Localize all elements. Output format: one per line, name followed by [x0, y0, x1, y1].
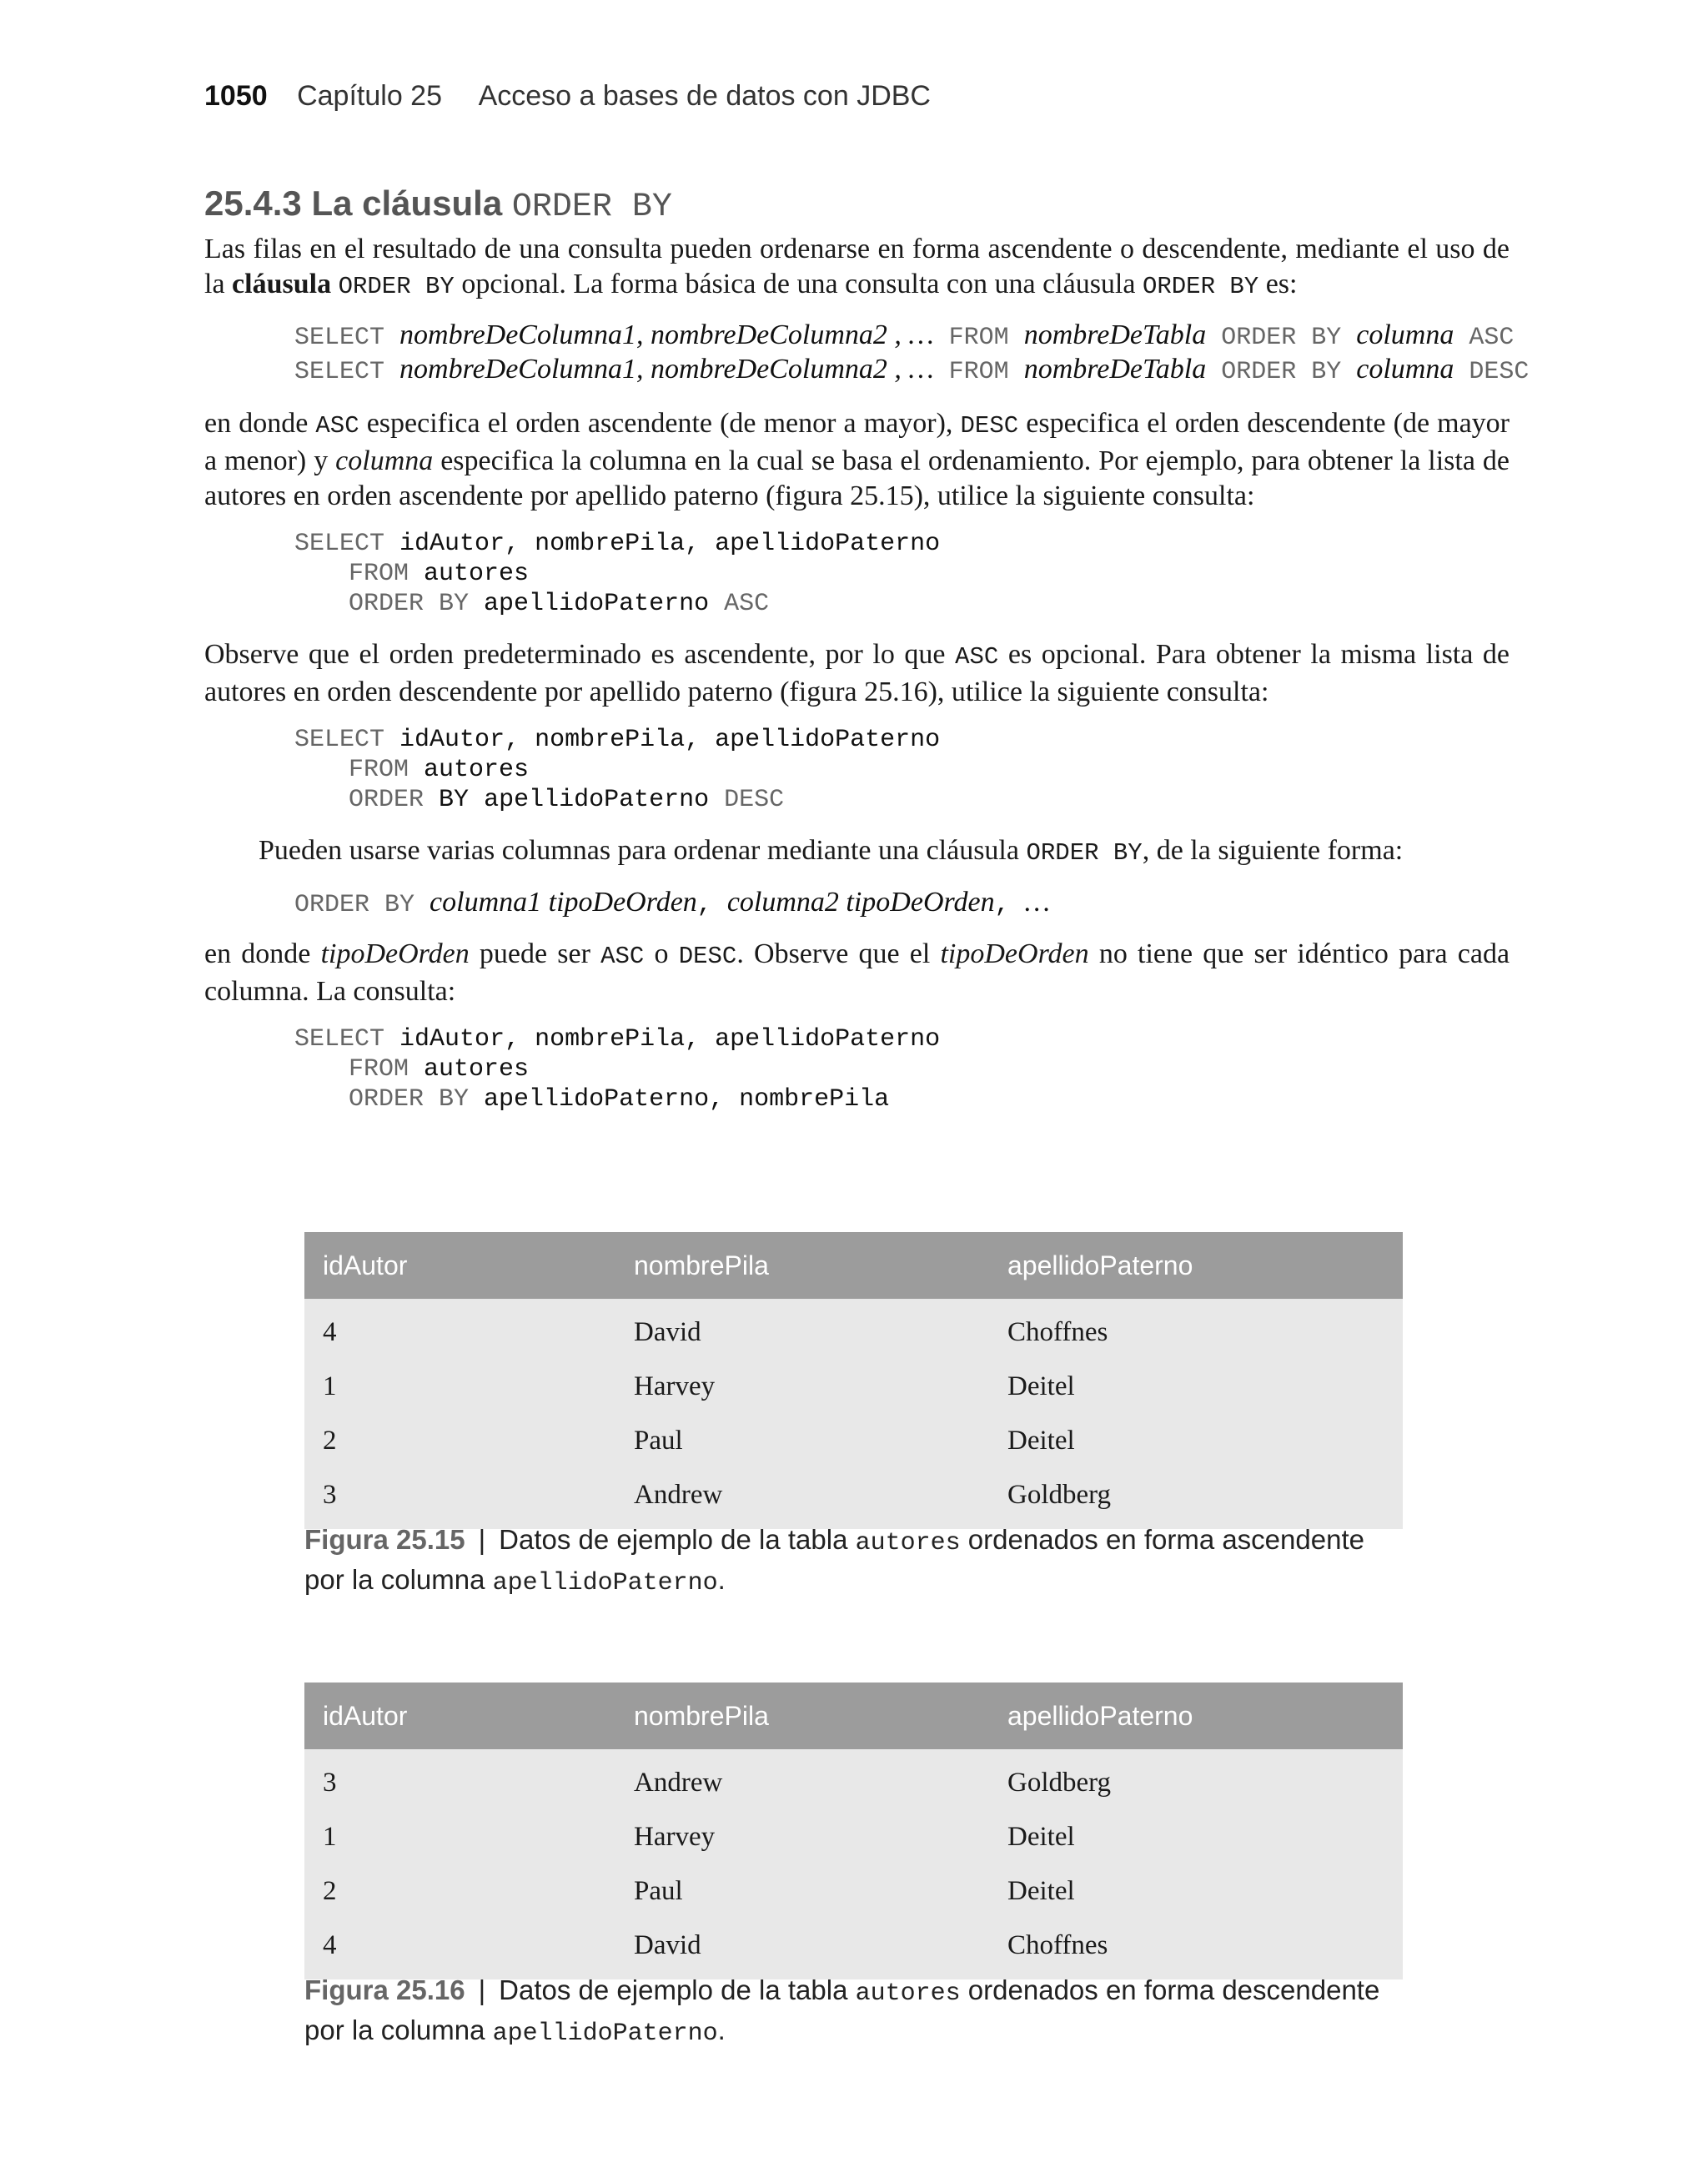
text-run: , de la siguiente forma: [1142, 835, 1404, 866]
section-heading-text: 25.4.3 La cláusula [204, 184, 503, 223]
inline-code: ASC [955, 643, 999, 671]
text-run: Pueden usarse varias columnas para ordenar mediante una cláusula [259, 835, 1027, 866]
c2: Andrew [634, 1480, 723, 1510]
table-row [304, 1864, 1403, 1919]
code-columns: idAutor, nombrePila, apellidoPaterno [399, 726, 941, 754]
kw-orderby: ORDER BY [294, 891, 415, 919]
syntax-columns: nombreDeColumna1, nombreDeColumna2 , … [399, 319, 934, 350]
syntax-block [204, 319, 1530, 388]
syntax-column: columna [1356, 319, 1454, 350]
kw-orderby: ORDER BY [1221, 324, 1342, 352]
text-run: ordenados en forma ascendente por la columna [304, 1524, 1364, 1595]
code-table: autores [424, 756, 530, 784]
caption-separator: | [478, 1974, 486, 2005]
table-row [304, 1756, 1403, 1810]
figure-caption-25-16 [304, 1972, 1389, 2052]
syntax-term: columna1 tipoDeOrden [430, 887, 697, 918]
chapter-title: Acceso a bases de datos con JDBC [478, 80, 931, 112]
chapter-label: Capítulo 25 [297, 80, 442, 112]
caption-label: Figura 25.15 [304, 1524, 465, 1555]
c1: 2 [323, 1426, 337, 1456]
inline-code: ORDER BY [1026, 839, 1143, 867]
table-row [304, 1414, 1403, 1468]
c2: Andrew [634, 1768, 723, 1798]
c1: 1 [323, 1371, 337, 1401]
code-block-asc [204, 529, 1510, 619]
paragraph-intro [204, 232, 1510, 304]
bold-term: cláusula [232, 269, 332, 299]
table-header [304, 1683, 1403, 1749]
header-apellidopaterno: apellidoPaterno [1007, 1250, 1193, 1280]
kw-orderby: ORDER BY [349, 1085, 470, 1114]
kw-asc: ASC [1469, 324, 1515, 352]
inline-code: apellidoPaterno [492, 1569, 718, 1597]
line [294, 755, 1510, 785]
section-heading-code: ORDER BY [511, 189, 672, 226]
header-nombrepila: nombrePila [634, 1700, 769, 1731]
caption-separator: | [478, 1524, 486, 1555]
code-order-column: apellidoPaterno [484, 786, 710, 814]
italic-term: tipoDeOrden [940, 938, 1089, 969]
c3: Goldberg [1007, 1480, 1112, 1510]
kw-order: ORDER [349, 786, 424, 814]
syntax-column: columna [1356, 354, 1454, 385]
c2: Harvey [634, 1371, 716, 1401]
inline-code: ORDER BY [1142, 273, 1259, 300]
c2: Paul [634, 1426, 683, 1456]
text-run: o [644, 938, 679, 969]
text-run: es: [1258, 269, 1298, 299]
table-row [304, 1810, 1403, 1864]
kw-select: SELECT [294, 324, 385, 352]
line [294, 785, 1510, 815]
kw-select: SELECT [294, 726, 385, 754]
header-apellidopaterno: apellidoPaterno [1007, 1700, 1193, 1731]
line [294, 559, 1510, 589]
text-run: es opcional. Para obtener la misma lista de autores en orden descendente por apellido paterno (figura 25.16), utilice la siguiente consulta: [204, 639, 1510, 707]
paragraph-default-order [204, 637, 1510, 710]
kw-select: SELECT [294, 1025, 385, 1054]
c2: Paul [634, 1876, 683, 1906]
text-run: Las filas en el resultado de una consulta pueden ordenarse en forma ascendente o descendente, mediante el uso de la [204, 234, 1510, 299]
kw-from: FROM [349, 560, 409, 588]
kw-desc: DESC [1469, 358, 1530, 386]
syntax-columns: nombreDeColumna1, nombreDeColumna2 , … [399, 354, 934, 385]
code-table: autores [424, 560, 530, 588]
text-run: . [717, 2015, 726, 2045]
c1: 2 [323, 1876, 337, 1906]
text-run: ordenados en forma descendente por la columna [304, 1974, 1380, 2045]
code-columns: idAutor, nombrePila, apellidoPaterno [399, 530, 941, 558]
code-block-desc [204, 725, 1510, 815]
line [294, 1084, 1510, 1114]
c2: David [634, 1317, 701, 1347]
c3: Deitel [1007, 1876, 1075, 1906]
text-run: Datos de ejemplo de la tabla [499, 1524, 856, 1555]
line [294, 1054, 1510, 1084]
kw-orderby: ORDER BY [1221, 358, 1342, 386]
syntax-table: nombreDeTabla [1023, 354, 1207, 385]
syntax-line-desc [294, 354, 1530, 388]
text-run: en donde [204, 408, 316, 439]
kw-by: BY [439, 786, 470, 814]
table-figure-25-16 [304, 1683, 1403, 1979]
kw-select: SELECT [294, 530, 385, 558]
figure-caption-25-15 [304, 1522, 1389, 1602]
text-run: Datos de ejemplo de la tabla [499, 1974, 856, 2005]
syntax-ellipsis: … [1024, 887, 1050, 918]
syntax-term: columna2 tipoDeOrden [726, 887, 995, 918]
table-body [304, 1299, 1403, 1529]
caption-label: Figura 25.16 [304, 1974, 465, 2005]
text-run: especifica la columna en la cual se basa el ordenamiento. Por ejemplo, para obtener la lista de autores en orden ascendente por apellido paterno (figura 25.15), utilice la siguiente consulta: [204, 445, 1510, 511]
header-idautor: idAutor [323, 1700, 408, 1731]
code-columns: idAutor, nombrePila, apellidoPaterno [399, 1025, 941, 1054]
c3: Goldberg [1007, 1768, 1112, 1798]
c3: Choffnes [1007, 1317, 1108, 1347]
page-header [204, 80, 931, 113]
kw-select: SELECT [294, 358, 385, 386]
line [294, 888, 1510, 920]
text-run: puede ser [469, 938, 601, 969]
table-row [304, 1305, 1403, 1360]
kw-from: FROM [349, 756, 409, 784]
c2: Harvey [634, 1822, 716, 1852]
text-run: Observe que el orden predeterminado es ascendente, por lo que [204, 639, 956, 670]
c1: 4 [323, 1930, 337, 1960]
inline-code: autores [855, 1979, 961, 2008]
kw-desc: DESC [724, 786, 785, 814]
line [294, 1024, 1510, 1054]
text-run: . Observe que el [736, 938, 941, 969]
kw-asc: ASC [724, 590, 770, 618]
paragraph-asc-desc [204, 406, 1510, 514]
inline-code: ASC [600, 943, 645, 970]
syntax-comma: , [994, 891, 1010, 919]
syntax-line-asc [294, 319, 1515, 354]
table-row [304, 1468, 1403, 1522]
page-number: 1050 [204, 80, 268, 112]
text-run: . [717, 1564, 726, 1595]
c3: Choffnes [1007, 1930, 1108, 1960]
c3: Deitel [1007, 1822, 1075, 1852]
c3: Deitel [1007, 1371, 1075, 1401]
text-run: especifica el orden descendente (de mayor a menor) y [204, 408, 1510, 476]
inline-code: ASC [315, 412, 359, 440]
c2: David [634, 1930, 701, 1960]
c3: Deitel [1007, 1426, 1075, 1456]
c1: 3 [323, 1480, 337, 1510]
italic-term: columna [335, 445, 434, 476]
table-body [304, 1749, 1403, 1979]
code-order-column: apellidoPaterno, nombrePila [484, 1085, 890, 1114]
kw-from: FROM [349, 1055, 409, 1084]
inline-code: apellidoPaterno [492, 2020, 718, 2048]
c1: 1 [323, 1822, 337, 1852]
section-heading [204, 179, 1510, 232]
header-idautor: idAutor [323, 1250, 408, 1280]
page-content [204, 179, 1530, 1114]
inline-code: DESC [960, 412, 1019, 440]
line [294, 589, 1510, 619]
table-figure-25-15 [304, 1232, 1403, 1529]
code-block-multi [204, 1024, 1510, 1114]
syntax-table: nombreDeTabla [1023, 319, 1207, 350]
text-run: no tiene que ser idéntico para cada columna. La consulta: [204, 938, 1510, 1007]
table-header [304, 1232, 1403, 1299]
kw-from: FROM [948, 324, 1009, 352]
syntax-comma: , [696, 891, 712, 919]
c1: 4 [323, 1317, 337, 1347]
kw-from: FROM [948, 358, 1009, 386]
inline-code: DESC [678, 943, 737, 970]
text-run: especifica el orden ascendente (de menor a mayor), [359, 408, 961, 439]
text-run: opcional. La forma básica de una consulta con una cláusula [454, 269, 1143, 299]
inline-code: autores [855, 1529, 961, 1557]
italic-term: tipoDeOrden [320, 938, 470, 969]
syntax-multi-order [204, 888, 1510, 920]
line [294, 529, 1510, 559]
line [294, 725, 1510, 755]
inline-code: ORDER BY [338, 273, 455, 300]
text-run: en donde [204, 938, 321, 969]
header-nombrepila: nombrePila [634, 1250, 769, 1280]
code-order-column: apellidoPaterno [484, 590, 710, 618]
c1: 3 [323, 1768, 337, 1798]
table-row [304, 1360, 1403, 1414]
code-table: autores [424, 1055, 530, 1084]
paragraph-order-type [204, 937, 1510, 1009]
table-row [304, 1919, 1403, 1973]
paragraph-multiple-columns [204, 833, 1510, 871]
kw-orderby: ORDER BY [349, 590, 470, 618]
